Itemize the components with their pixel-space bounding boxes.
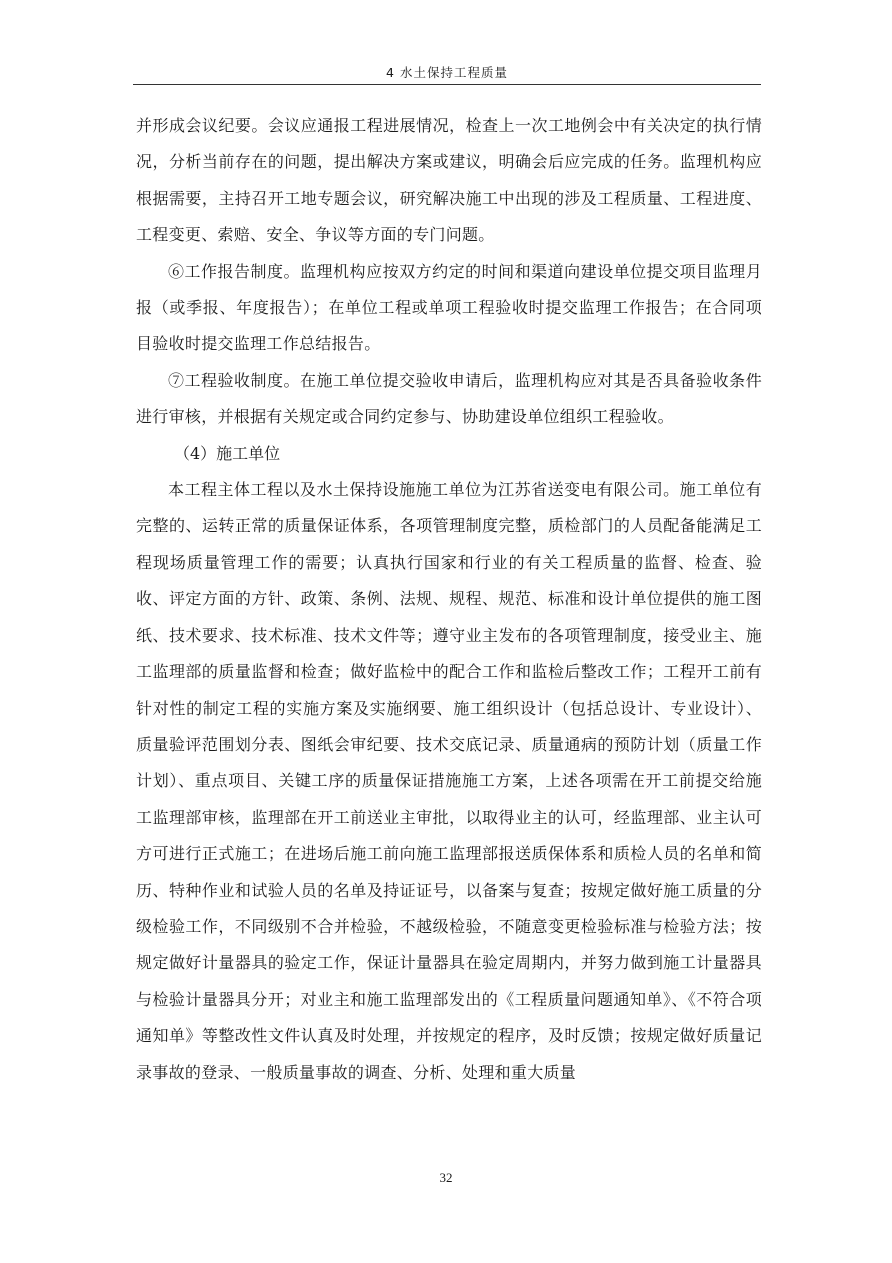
paragraph-meeting-minutes: 并形成会议纪要。会议应通报工程进展情况，检查上一次工地例会中有关决定的执行情况，分析当前存在的问题，提出解决方案或建议，明确会后应完成的任务。监理机构应根据需要，主持召开工地专题会议，研究解决施工中出现的涉及工程质量、工程进度、工程变更、索赔、安全、争议等方面的专门问题。 (136, 116, 762, 245)
paragraph-work-report-system: ⑥工作报告制度。监理机构应按双方约定的时间和渠道向建设单位提交项目监理月报（或季报、年度报告）；在单位工程或单项工程验收时提交监理工作报告；在合同项目验收时提交监理工作总结报告。 (136, 261, 762, 354)
running-header: 4 水土保持工程质量 (133, 62, 761, 85)
section-heading-construction-unit: （4）施工单位 (174, 443, 281, 463)
paragraph-acceptance-system: ⑦工程验收制度。在施工单位提交验收申请后，监理机构应对其是否具备验收条件进行审核，并根据有关规定或合同约定参与、协助建设单位组织工程验收。 (136, 370, 762, 427)
paragraph-construction-unit: 本工程主体工程以及水土保持设施施工单位为江苏省送变电有限公司。施工单位有完整的、运转正常的质量保证体系，各项管理制度完整，质检部门的人员配备能满足工程现场质量管理工作的需要；认真执行国家和行业的有关工程质量的监督、检查、验收、评定方面的方针、政策、条例、法规、规程、规范、标准和设计单位提供的施工图纸、技术要求、技术标准、技术文件等；遵守业主发布的各项管理制度，接受业主、施工监理部的质量监督和检查；做好监检中的配合工作和监检后整改工作；工程开工前有针对性的制定工程的实施方案及实施纲要、施工组织设计（包括总设计、专业设计）、质量验评范围划分表、图纸会审纪要、技术交底记录、质量通病的预防计划（质量工作计划）、重点项目、关键工序的质量保证措施施工方案，上述各项需在开工前提交给施工监理部审核，监理部在开工前送业主审批，以取得业主的认可，经监理部、业主认可方可进行正式施工；在进场后施工前向施工监理部报送质保体系和质检人员的名单和简历、特种作业和试验人员的名单及持证证号，以备案与复查；按规定做好施工质量的分级检验工作，不同级别不合并检验，不越级检验，不随意变更检验标准与检验方法；按规定做好计量器具的验定工作，保证计量器具在验定周期内，并努力做到施工计量器具与检验计量器具分开；对业主和施工监理部发出的《工程质量问题通知单》、《不符合项通知单》等整改性文件认真及时处理，并按规定的程序，及时反馈；按规定做好质量记录事故的登录、一般质量事故的调查、分析、处理和重大质量 (136, 480, 762, 1082)
page-body (136, 108, 762, 1091)
page-number: 32 (439, 1170, 453, 1185)
